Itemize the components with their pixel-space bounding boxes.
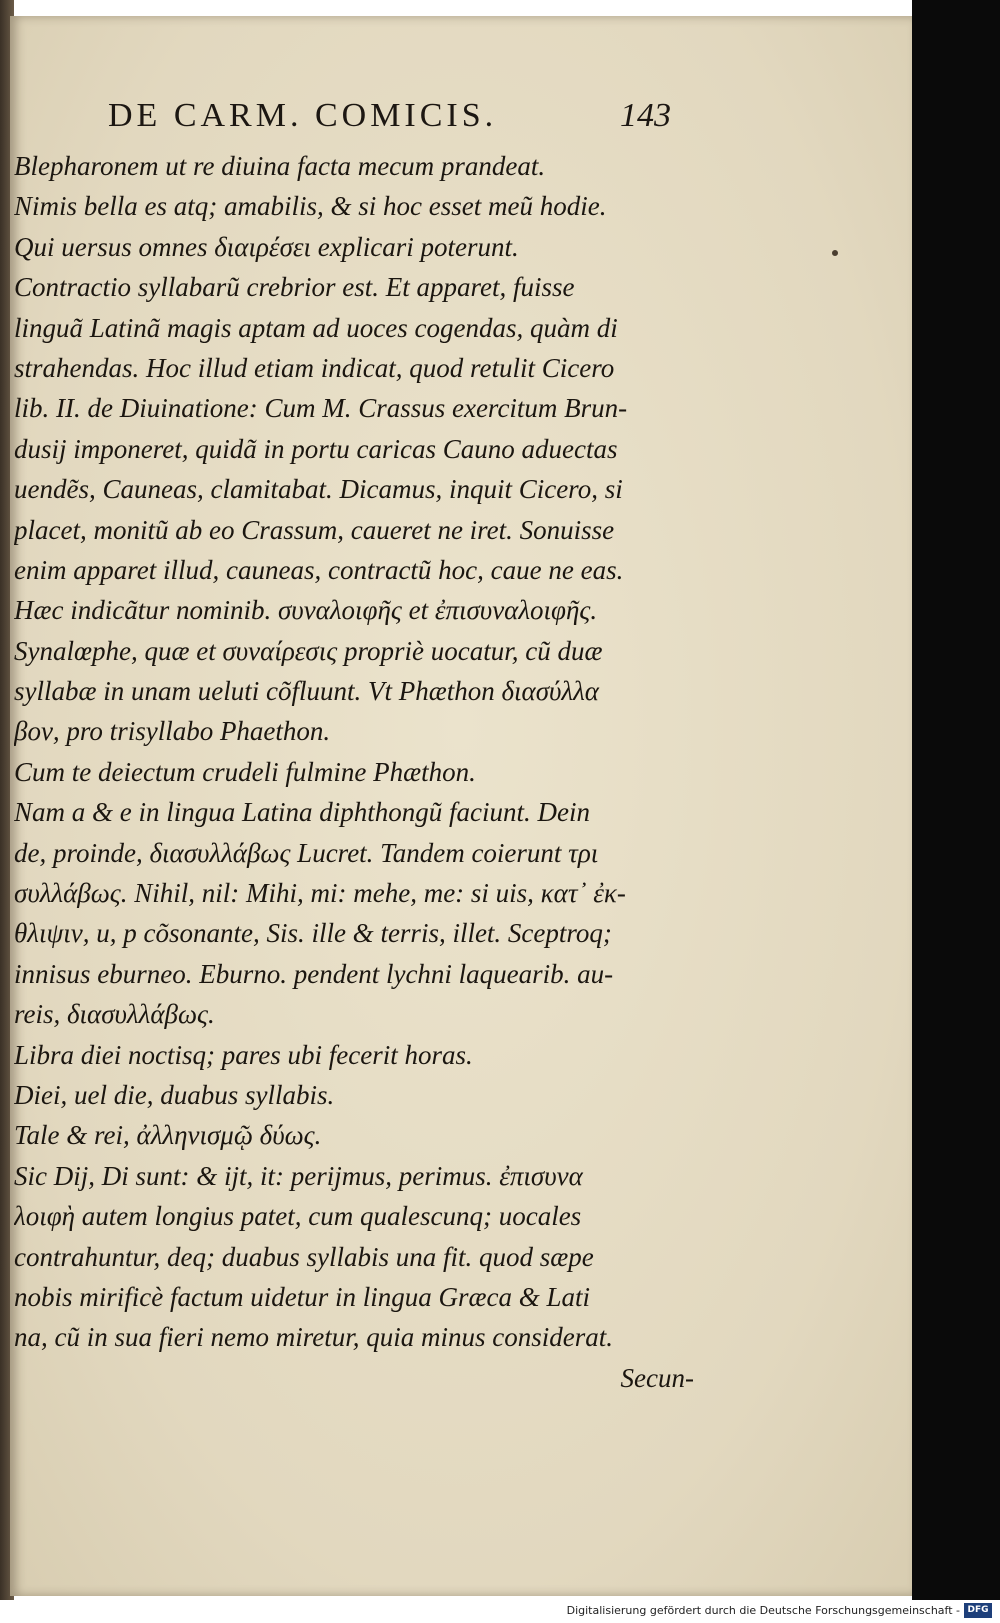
- text-line: reis, διασυλλάβως.: [14, 999, 215, 1030]
- text-line: Nam a & e in lingua Latina diphthongũ faciunt. Dein: [14, 797, 590, 828]
- text-line: uendẽs, Cauneas, clamitabat. Dicamus, inquit Cicero, si: [14, 474, 623, 505]
- text-line: συλλάβως. Nihil, nil: Mihi, mi: mehe, me: si uis, κατ᾽ ἐκ-: [14, 878, 626, 909]
- text-line: na, cũ in sua fieri nemo miretur, quia minus considerat.: [14, 1322, 613, 1353]
- text-line: Hæc indicãtur nominib. συναλοιφῆς et ἐπισυναλοιφῆς.: [14, 595, 598, 626]
- text-line: syllabæ in unam ueluti cõfluunt. Vt Phæthon διασύλλα: [14, 676, 599, 707]
- text-line: Contractio syllabarũ crebrior est. Et apparet, fuisse: [14, 272, 575, 303]
- text-line: dusij imponeret, quidã in portu caricas Cauno aduectas: [14, 433, 618, 464]
- text-line: enim apparet illud, cauneas, contractũ hoc, caue ne eas.: [14, 554, 624, 585]
- text-line: strahendas. Hoc illud etiam indicat, quod retulit Cicero: [14, 352, 615, 383]
- ink-spot: [832, 250, 838, 256]
- verse-quotation: Libra diei noctisq; pares ubi fecerit horas.: [14, 1039, 473, 1070]
- text-line: placet, monitũ ab eo Crassum, caueret ne iret. Sonuisse: [14, 514, 615, 545]
- text-line: Nimis bella es atq; amabilis, & si hoc esset meũ hodie.: [14, 191, 607, 222]
- funding-credit: Digitalisierung gefördert durch die Deutsche Forschungsgemeinschaft -: [566, 1604, 960, 1617]
- text-line: lib. II. de Diuinatione: Cum M. Crassus exercitum Brun-: [14, 393, 628, 424]
- verse-quotation: Cum te deiectum crudeli fulmine Phæthon.: [14, 756, 476, 787]
- running-head: [98, 97, 698, 143]
- page-number: 143: [620, 97, 671, 134]
- text-line: Synalœphe, quæ et συναίρεσις propriè uocatur, cũ duæ: [14, 635, 603, 666]
- dfg-logo: DFG: [964, 1603, 992, 1618]
- text-line: innisus eburneo. Eburno. pendent lychni laquearib. au-: [14, 958, 614, 989]
- running-head-title: DE CARM. COMICIS.: [108, 97, 498, 134]
- text-line: contrahuntur, deq; duabus syllabis una fit. quod sæpe: [14, 1241, 594, 1272]
- text-line: θλιψιν, u, p cõsonante, Sis. ille & terris, illet. Sceptroq;: [14, 918, 612, 949]
- text-line: Qui uersus omnes διαιρέσει explicari poterunt.: [14, 231, 519, 262]
- text-line: de, proinde, διασυλλάβως Lucret. Tandem coierunt τρι: [14, 837, 599, 868]
- digitization-footer: [0, 1600, 1000, 1623]
- text-line: βον, pro trisyllabo Phaethon.: [14, 716, 331, 747]
- body-text: [14, 146, 714, 1398]
- text-line: Tale & rei, ἀλληνισμῷ δύως.: [14, 1120, 322, 1151]
- text-line: Diei, uel die, duabus syllabis.: [14, 1079, 335, 1110]
- text-line: nobis mirificè factum uidetur in lingua Græca & Lati: [14, 1281, 590, 1312]
- text-line: λοιφὴ autem longius patet, cum qualescunq; uocales: [14, 1201, 582, 1232]
- catchword: Secun-: [620, 1362, 694, 1393]
- text-line: Blepharonem ut re diuina facta mecum prandeat.: [14, 151, 546, 181]
- scan-background-margin: [912, 0, 1000, 1600]
- text-line: linguã Latinã magis aptam ad uoces cogendas, quàm di: [14, 312, 618, 343]
- text-line: Sic Dij, Di sunt: & ijt, it: perijmus, perimus. ἐπισυνα: [14, 1160, 583, 1191]
